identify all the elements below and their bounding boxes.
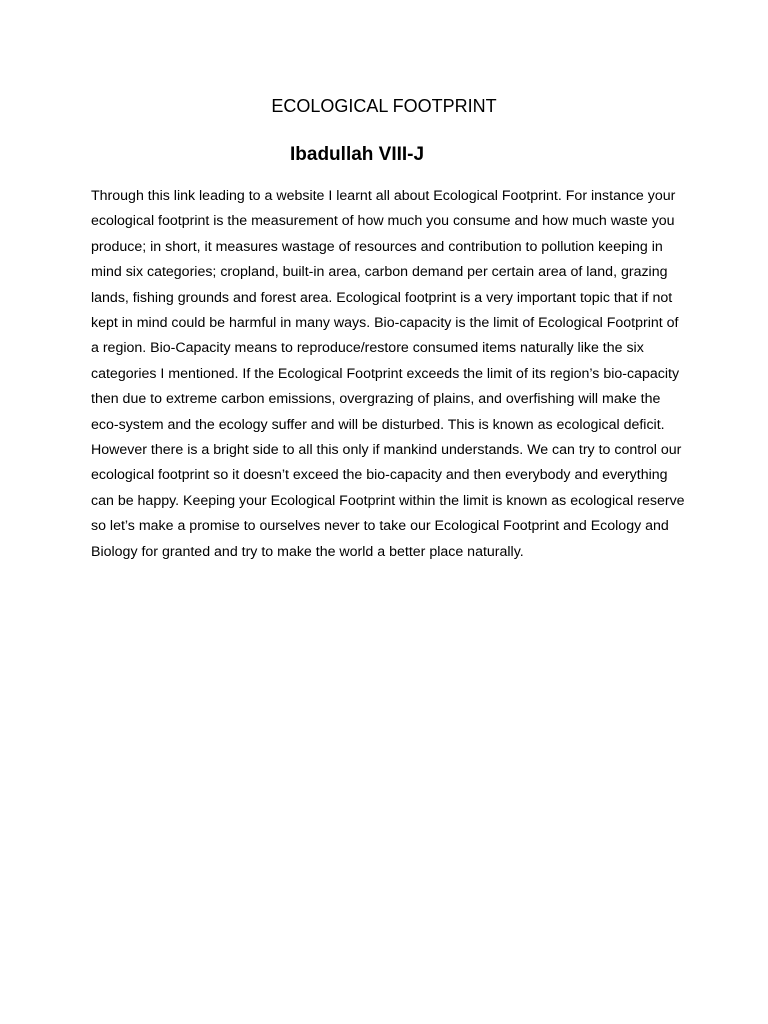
document-title: ECOLOGICAL FOOTPRINT	[271, 96, 497, 116]
document-author: Ibadullah VIII-J	[290, 144, 425, 165]
document-body-paragraph: Through this link leading to a website I learnt all about Ecological Footprint. For instance your ecological footprint is the measurement of how much you consume and how much waste you produce; in short, it measures wastage of resources and contribution to pollution keeping in mind six categories; cropland, built-in area, carbon demand per certain area of land, grazing lands, fishing grounds and forest area. Ecological footprint is a very important topic that if not kept in mind could be harmful in many ways. Bio-capacity is the limit of Ecological Footprint of a region. Bio-Capacity means to reproduce/restore consumed items naturally like the six categories I mentioned. If the Ecological Footprint exceeds the limit of its region’s bio-capacity then due to extreme carbon emissions, overgrazing of plains, and overfishing will make the eco-system and the ecology suffer and will be disturbed. This is known as ecological deficit. However there is a bright side to all this only if mankind understands. We can try to control our ecological footprint so it doesn’t exceed the bio-capacity and then everybody and everything can be happy. Keeping your Ecological Footprint within the limit is known as ecological reserve so let’s make a promise to ourselves never to take our Ecological Footprint and Ecology and Biology for granted and try to make the world a better place naturally.	[91, 188, 685, 560]
